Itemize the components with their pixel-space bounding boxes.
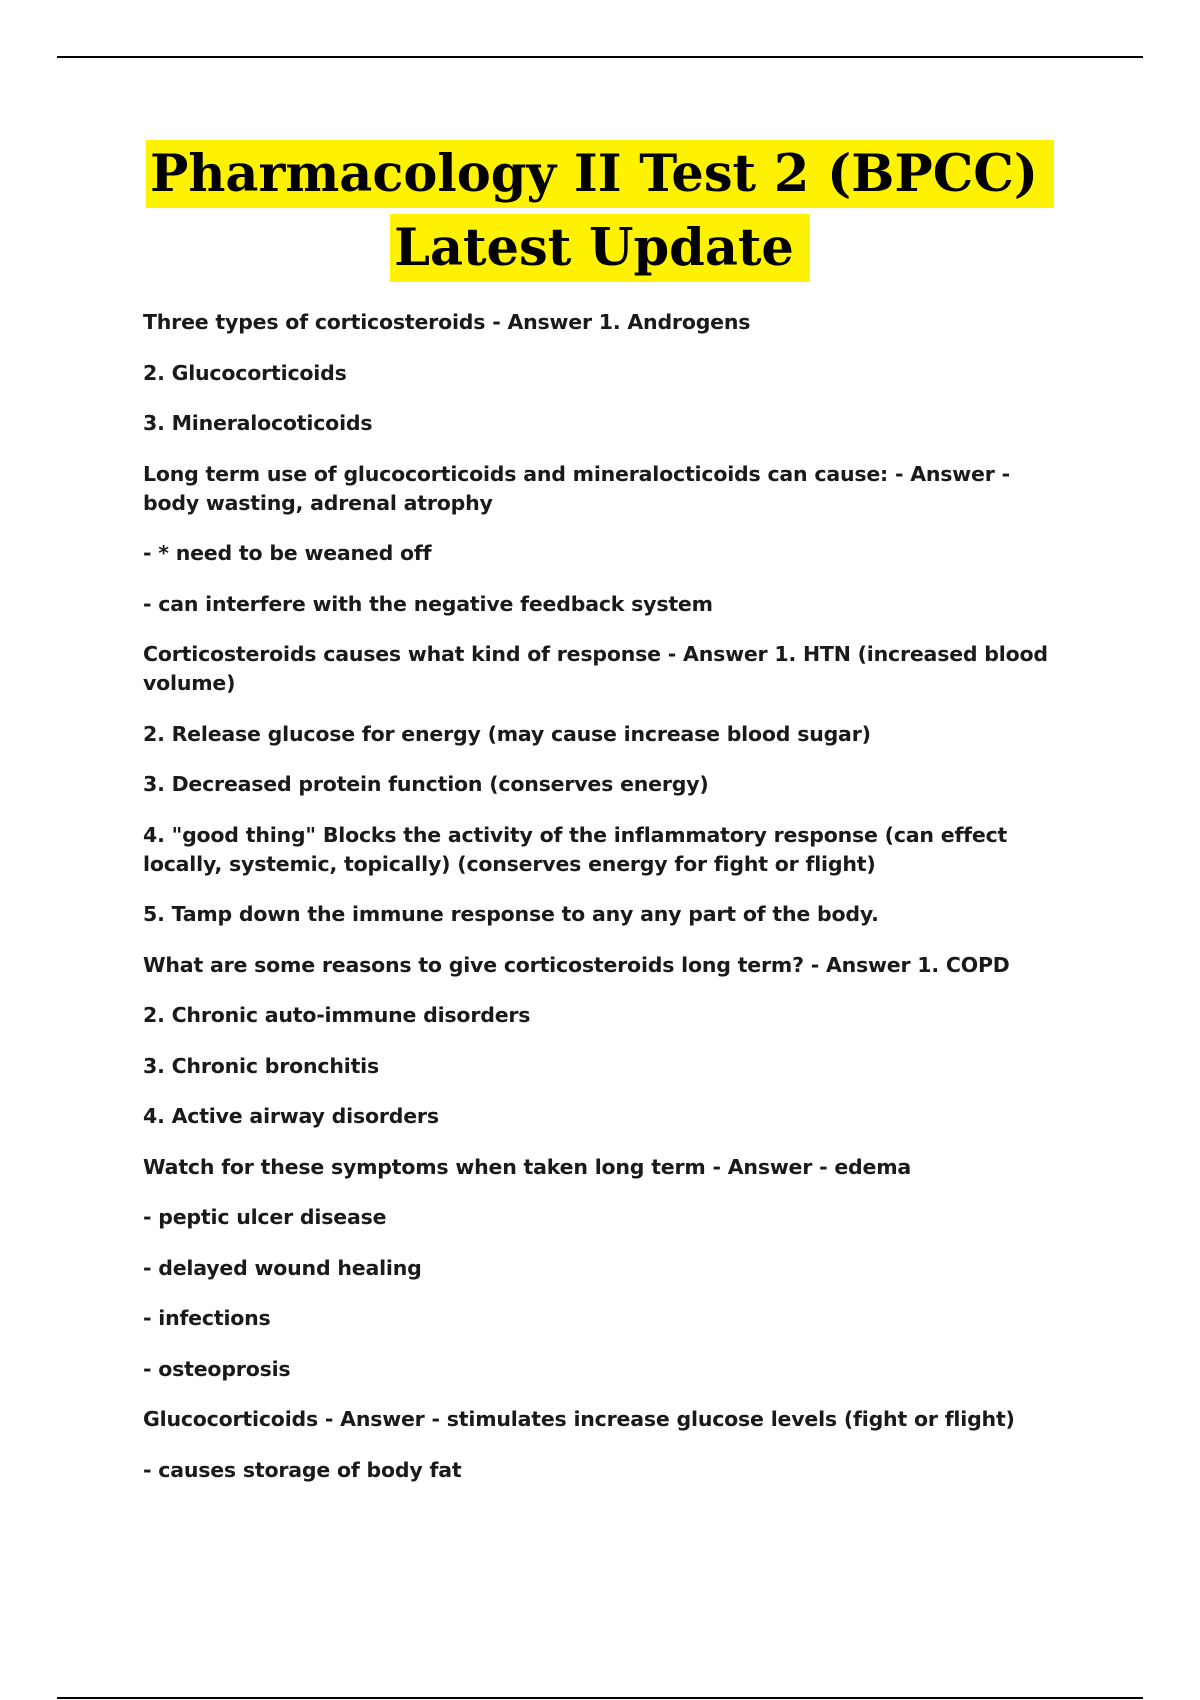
paragraph: What are some reasons to give corticosteroids long term? - Answer 1. COPD [143, 952, 1010, 977]
title-line-2: Latest Update [390, 214, 810, 282]
paragraph: Watch for these symptoms when taken long term - Answer - edema [143, 1154, 912, 1179]
paragraph: - osteoprosis [143, 1356, 291, 1381]
paragraph: 5. Tamp down the immune response to any any part of the body. [143, 902, 879, 926]
paragraph: Glucocorticoids - Answer - stimulates increase glucose levels (fight or flight) [143, 1407, 1015, 1431]
paragraph: Corticosteroids causes what kind of response - Answer 1. HTN (increased blood volume) [143, 642, 1048, 695]
paragraph: - delayed wound healing [143, 1255, 422, 1280]
paragraph: 2. Glucocorticoids [143, 360, 347, 385]
bottom-rule [57, 1697, 1143, 1699]
paragraph: 2. Chronic auto-immune disorders [143, 1003, 531, 1027]
title-line-1: Pharmacology II Test 2 (BPCC) [146, 140, 1054, 208]
paragraph: - peptic ulcer disease [143, 1205, 387, 1229]
paragraph: Three types of corticosteroids - Answer 1. Androgens [143, 310, 751, 334]
paragraph: 4. Active airway disorders [143, 1104, 439, 1128]
paragraph: 2. Release glucose for energy (may cause increase blood sugar) [143, 721, 871, 746]
paragraph: Long term use of glucocorticoids and mineralocticoids can cause: - Answer - body wasting, adrenal atrophy [143, 461, 1010, 515]
paragraph: 3. Decreased protein function (conserves energy) [143, 772, 709, 796]
paragraph: 3. Mineralocoticoids [143, 411, 373, 435]
document-title [0, 140, 1200, 288]
paragraph: - causes storage of body fat [143, 1457, 462, 1482]
paragraph: - can interfere with the negative feedback system [143, 591, 713, 616]
paragraph: 4. "good thing" Blocks the activity of the inflammatory response (can effect locally, systemic, topically) (conserves energy for fight or flight) [143, 822, 1008, 876]
paragraph: - * need to be weaned off [143, 541, 432, 565]
paragraph: 3. Chronic bronchitis [143, 1053, 379, 1078]
top-rule [57, 56, 1143, 58]
paragraph: - infections [143, 1306, 271, 1330]
document-body [143, 308, 1063, 1506]
